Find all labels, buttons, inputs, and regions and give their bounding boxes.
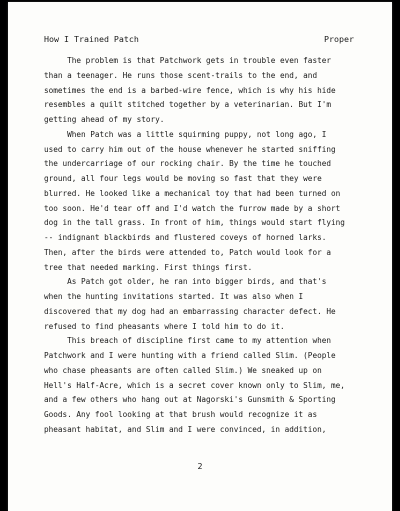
paragraph [44, 128, 366, 276]
text-line: pheasant habitat, and Slim and I were convinced, in addition, [44, 424, 327, 434]
text-line: used to carry him out of the house whenever he started sniffing [44, 144, 336, 154]
text-line: tree that needed marking. First things first. [44, 262, 253, 272]
text-line: dog in the tall grass. In front of him, things would start flying [44, 218, 345, 228]
manuscript-page [8, 2, 392, 511]
text-line: sometimes the end is a barbed-wire fence, which is why his hide [44, 85, 336, 95]
paragraph [44, 334, 366, 437]
running-author: Proper [324, 34, 354, 44]
text-line: As Patch got older, he ran into bigger birds, and that's [44, 277, 327, 287]
page-header [44, 33, 354, 45]
text-line: When Patch was a little squirming puppy, not long ago, I [44, 129, 327, 139]
text-line: who chase pheasants are often called Slim.) We sneaked up on [44, 365, 322, 375]
paragraph [44, 54, 366, 128]
text-line: This breach of discipline first came to my attention when [44, 336, 331, 346]
text-line: resembles a quilt stitched together by a veterinarian. But I'm [44, 100, 331, 110]
paragraph [44, 275, 366, 334]
text-line: Patchwork and I were hunting with a friend called Slim. (People [44, 351, 336, 360]
text-line: ground, all four legs would be moving so fast that they were [44, 174, 322, 183]
page-number: 2 [197, 461, 203, 471]
text-line: Then, after the birds were attended to, Patch would look for a [44, 247, 331, 257]
text-line: and a few others who hang out at Nagorski's Gunsmith & Sporting [44, 395, 336, 405]
text-line: getting ahead of my story. [44, 115, 165, 124]
text-line: The problem is that Patchwork gets in trouble even faster [44, 56, 331, 65]
text-line: Hell's Half-Acre, which is a secret cover known only to Slim, me, [44, 380, 345, 390]
text-line: when the hunting invitations started. It was also when I [44, 292, 304, 301]
text-line: -- indignant blackbirds and flustered coveys of horned larks. [44, 233, 327, 242]
text-line: Goods. Any fool looking at that brush would recognize it as [44, 410, 318, 419]
text-line: the undercarriage of our rocking chair. By the time he touched [44, 159, 331, 169]
text-line: refused to find pheasants where I told him to do it. [44, 321, 285, 331]
text-line: too soon. He'd tear off and I'd watch the furrow made by a short [44, 203, 341, 213]
running-title: How I Trained Patch [44, 34, 139, 44]
text-line: than a teenager. He runs those scent-trails to the end, and [44, 70, 318, 80]
text-line: blurred. He looked like a mechanical toy that had been turned on [44, 188, 341, 198]
manuscript-body [44, 54, 366, 438]
text-line: discovered that my dog had an embarrassing character defect. He [44, 306, 336, 316]
